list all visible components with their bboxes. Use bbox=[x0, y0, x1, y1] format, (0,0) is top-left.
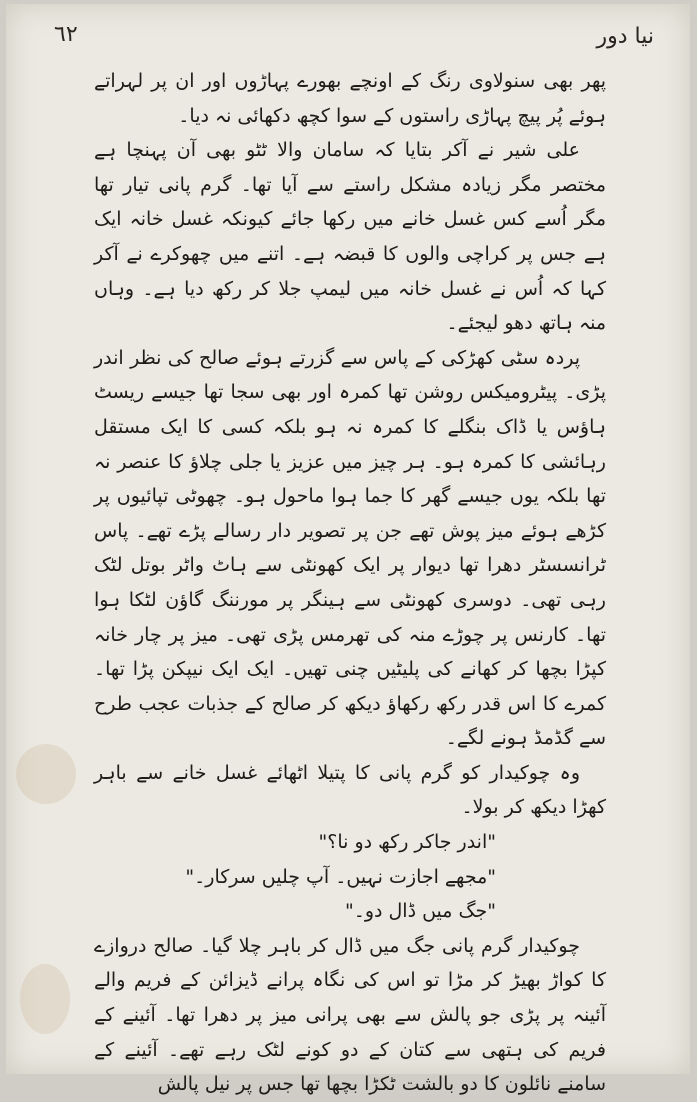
page-header bbox=[6, 18, 690, 58]
body-text bbox=[94, 64, 606, 1102]
dialogue-line: "اندر جاکر رکھ دو نا؟" bbox=[318, 831, 496, 854]
paragraph: وہ چوکیدار کو گرم پانی کا پتیلا اٹھائے غسل خانے سے باہر کھڑا دیکھ کر بولا۔ bbox=[94, 761, 606, 819]
paragraph: چوکیدار گرم پانی جگ میں ڈال کر باہر چلا گیا۔ صالح دروازے کا کواڑ بھیڑ کر مڑا تو اس کی نگاہ پرانے ڈیزائن کے فریم والے آئینہ پر پڑی جو پالش سے بھی پرانی میز پر دھرا تھا۔ آئینے کے فریم کی ہتھی سے کتان کے دو کونے لٹک رہے تھے۔ آئینے کے سامنے نائلون کا دو بالشت ٹکڑا بچھا تھا جس پر نیل پالش bbox=[94, 934, 606, 1096]
running-title: نیا دور bbox=[596, 24, 654, 49]
paragraph: پھر بھی سنولاوی رنگ کے اونچے بھورے پہاڑوں اور ان پر لہراتے ہوئے پُر پیچ پہاڑی راستوں کے سوا کچھ دکھائی نہ دیا۔ bbox=[94, 70, 606, 127]
book-page bbox=[6, 4, 690, 1096]
dialogue-line: "مجھے اجازت نہیں۔ آپ چلیں سرکار۔" bbox=[185, 865, 496, 888]
dialogue-line: "جگ میں ڈال دو۔" bbox=[344, 900, 496, 923]
paper-stain bbox=[20, 964, 70, 1034]
paragraph: پردہ سٹی کھڑکی کے پاس سے گزرتے ہوئے صالح کی نظر اندر پڑی۔ پیٹرومیکس روشن تھا کمرہ اور بھی سجا تھا جیسے ریسٹ ہاؤس یا ڈاک بنگلے کا کمرہ نہ ہو بلکہ کسی کا ایک مستقل رہائشی کا کمرہ ہو۔ ہر چیز میں عزیز یا جلی چلاؤ کا عنصر نہ تھا بلکہ یوں جیسے گھر کا جما ہوا ماحول ہو۔ چھوٹی تپائیوں پر کڑھے ہوئے میز پوش تھے جن پر تصویر دار رسالے پڑے تھے۔ پاس ٹرانسسٹر دھرا تھا دیوار پر ایک کھونٹی سے ہاٹ واٹر بوتل لٹک رہی تھی۔ دوسری کھونٹی سے ہینگر پر مورننگ گاؤن لٹکا ہوا تھا۔ کارنس پر چوڑے منہ کی تھرمس پڑی تھی۔ میز پر چار خانہ کپڑا بچھا کر کھانے کی پلیٹیں چنی تھیں۔ ایک ایک نیپکن پڑا تھا۔ کمرے کا اس قدر رکھ رکھاؤ دیکھ کر صالح کے جذبات عجب طرح سے گڈمڈ ہونے لگے۔ bbox=[94, 346, 606, 750]
page-number: ٦٢ bbox=[54, 22, 78, 47]
paragraph: علی شیر نے آکر بتایا کہ سامان والا ٹٹو بھی آن پہنچا ہے مختصر مگر زیادہ مشکل راستے سے آیا تھا۔ گرم پانی تیار تھا مگر اُسے کس غسل خانے میں رکھا جائے کیونکہ غسل خانہ ایک ہے جس پر کراچی والوں کا قبضہ ہے۔ اتنے میں چھوکرے نے آکر کہا کہ اُس نے غسل خانہ میں لیمپ جلا کر رکھ دیا ہے۔ وہاں منہ ہاتھ دھو لیجئے۔ bbox=[94, 139, 606, 335]
paper-stain bbox=[16, 744, 76, 804]
